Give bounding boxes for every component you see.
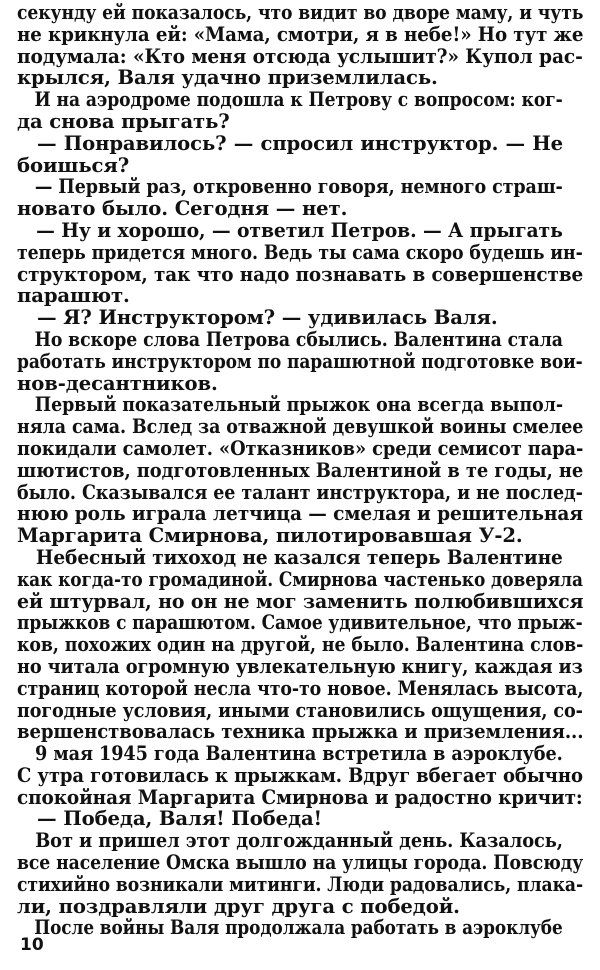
text-line: ли, поздравляли друг друга с победой. <box>17 894 460 918</box>
text-line: — Ну и хорошо, — ответил Петров. — А прыгать <box>36 218 563 242</box>
text-line: ков, похожих один на другой, не было. Валентина слов- <box>17 633 584 657</box>
paragraph <box>17 743 583 808</box>
text-line: После войны Валя продолжала работать в аэроклубе <box>34 916 563 940</box>
text-line: покидали самолет. «Отказников» среди семисот пара- <box>17 436 584 460</box>
text-line: прыжков с парашютом. Самое удивительное, что прыж- <box>17 611 583 635</box>
text-line: новато было. Сегодня — нет. <box>17 197 348 221</box>
text-line: — Я? Инструктором? — удивилась Валя. <box>37 306 498 330</box>
text-line: нюю роль играла летчица — смелая и решительная <box>17 502 583 526</box>
text-line: Маргарита Смирнова, пилотировавшая У-2. <box>17 524 523 548</box>
text-line: 9 мая 1945 года Валентина встретила в аэроклубе. <box>35 742 563 766</box>
text-line: погодные условия, иными становились ощущения, со- <box>17 698 583 722</box>
paragraph <box>17 329 583 394</box>
text-line: С утра готовилась к прыжкам. Вдруг вбегает обычно <box>17 763 583 787</box>
text-line: крылся, Валя удачно приземлилась. <box>17 66 438 90</box>
paragraph <box>17 547 583 743</box>
text-line: структором, так что надо познавать в совершенстве <box>17 262 584 286</box>
text-line: вершенствовалась техника прыжка и приземления... <box>17 720 584 744</box>
text-line: да снова прыгать? <box>17 109 230 133</box>
paragraph <box>17 133 583 177</box>
paragraph <box>17 394 583 547</box>
paragraph <box>17 2 583 89</box>
paragraph <box>17 176 583 220</box>
text-line: няла сама. Вслед за отважной девушкой воины смелее <box>17 415 584 439</box>
text-line: не крикнула ей: «Мама, смотри, я в небе!» Но тут же <box>17 22 584 46</box>
paragraph <box>17 89 583 133</box>
text-line: парашют. <box>17 284 130 308</box>
text-line: как когда-то громадиной. Смирнова частенько доверяла <box>17 567 583 591</box>
text-line: Первый показательный прыжок она всегда выпол- <box>34 393 563 417</box>
text-line: спокойная Маргарита Смирнова и радостно кричит: <box>17 785 583 809</box>
text-line: ей штурвал, но он не мог заменить полюбившихся <box>17 589 584 613</box>
text-line: секунду ей показалось, что видит во дворе маму, и чуть <box>17 1 584 24</box>
text-line: стихийно возникали митинги. Люди радовались, плака- <box>17 872 584 896</box>
text-line: Небесный тихоход не казался теперь Валентине <box>35 545 563 569</box>
text-line: теперь придется много. Ведь ты сама скоро будешь ин- <box>17 240 583 264</box>
text-line: страниц которой несла что-то новое. Менялась высота, <box>17 676 584 700</box>
text-line: — Первый раз, откровенно говоря, немного страш- <box>34 175 563 199</box>
paragraph <box>17 307 583 329</box>
text-line: Но вскоре слова Петрова сбылись. Валентина стала <box>34 327 563 351</box>
text-line: работать инструктором по парашютной подготовке вои- <box>17 349 583 373</box>
text-line: — Победа, Валя! Победа! <box>37 807 323 831</box>
text-line: шютистов, подготовленных Валентиной в те годы, не <box>17 458 584 482</box>
paragraph <box>17 917 583 939</box>
page-body <box>17 2 583 939</box>
paragraph <box>17 830 583 917</box>
text-line: И на аэродроме подошла к Петрову с вопросом: ког- <box>34 88 563 112</box>
page-number: 10 <box>20 935 44 955</box>
text-line: Вот и пришел этот долгожданный день. Казалось, <box>35 829 563 853</box>
text-line: было. Сказывался ее талант инструктора, и не послед- <box>17 480 583 504</box>
text-line: подумала: «Кто меня отсюда услышит?» Купол рас- <box>17 44 583 68</box>
text-line: нов-десантников. <box>17 371 218 395</box>
paragraph <box>17 220 583 307</box>
text-line: все население Омска вышло на улицы города. Повсюду <box>17 851 584 875</box>
text-line: но читала огромную увлекательную книгу, каждая из <box>17 654 583 678</box>
text-line: — Понравилось? — спросил инструктор. — Не <box>37 131 563 155</box>
paragraph <box>17 808 583 830</box>
text-line: боишься? <box>17 153 130 177</box>
